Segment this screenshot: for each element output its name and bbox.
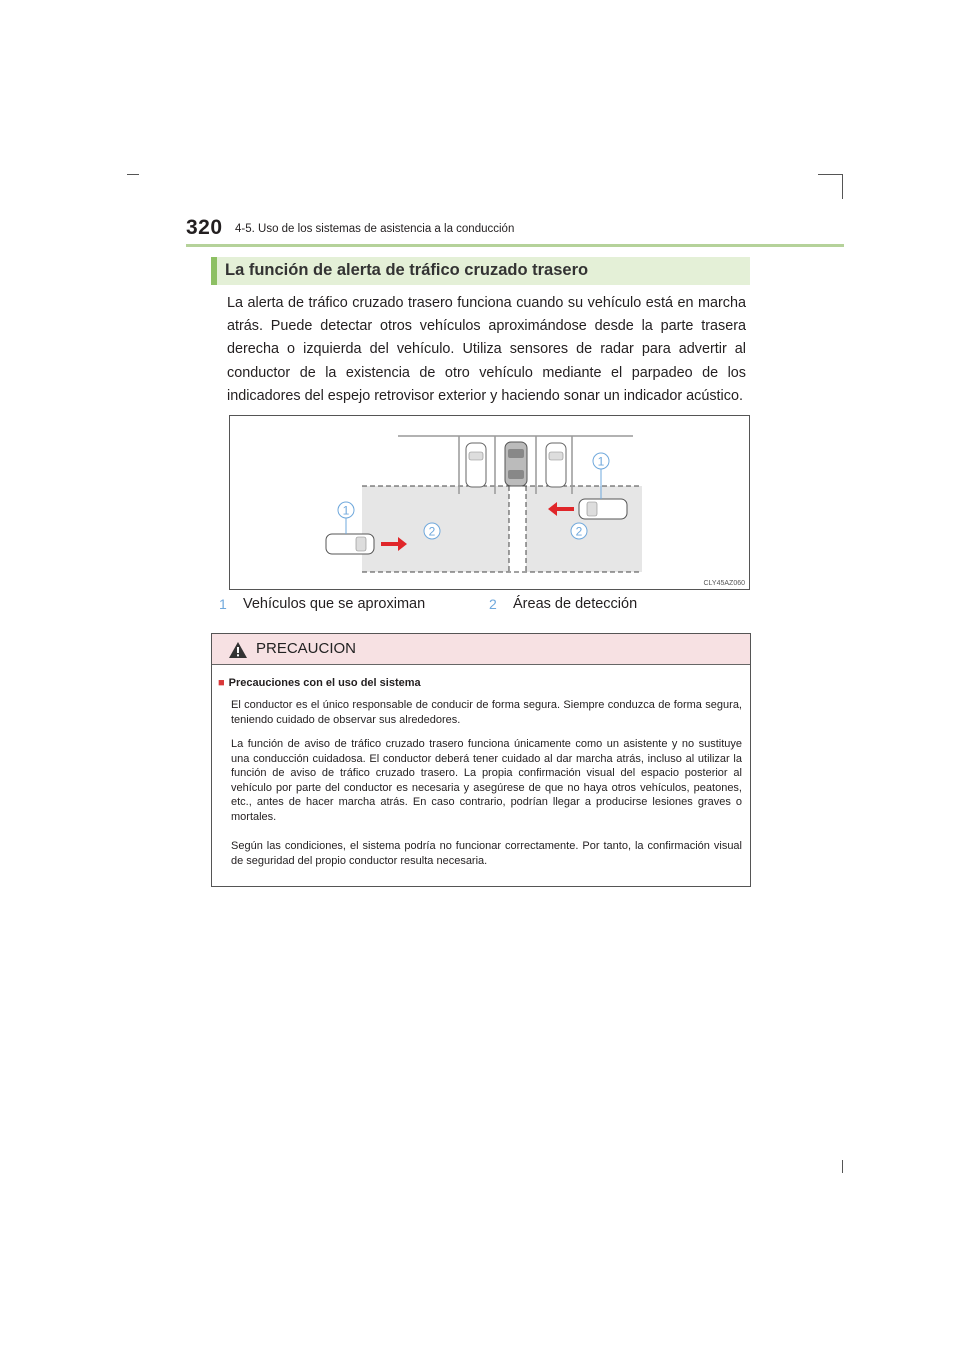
crop-mark xyxy=(818,174,843,175)
parked-car xyxy=(546,443,566,487)
svg-text:1: 1 xyxy=(597,454,605,469)
warning-triangle-icon xyxy=(229,642,247,658)
intro-paragraph: La alerta de tráfico cruzado trasero funciona cuando su vehículo está en marcha atrás. Puede detectar otros vehículos aproximándose desde la parte trasera derecha o izquierda del vehículo. Utiliza sensores de radar para advertir al conductor de la existencia de otro vehículo mediante el parpadeo de los indicadores del espejo retrovisor exterior y haciendo sonar un indicador acústico. xyxy=(227,295,746,404)
legend-item xyxy=(489,596,637,612)
header-rule xyxy=(186,244,844,247)
callout-1-left xyxy=(338,502,354,518)
crop-mark xyxy=(842,1160,843,1173)
caution-paragraph: El conductor es el único responsable de conducir de forma segura. Siempre conduzca de forma segura, teniendo cuidado de observar sus alrededores. xyxy=(231,699,742,726)
crop-mark xyxy=(842,174,843,199)
approaching-vehicle-left xyxy=(326,534,374,554)
caution-title: PRECAUCION xyxy=(256,640,357,657)
legend-number: 2 xyxy=(489,596,497,612)
svg-text:2: 2 xyxy=(428,524,436,539)
legend-label: Vehículos que se aproximan xyxy=(243,596,426,612)
callout-2-left xyxy=(424,523,440,539)
reversing-vehicle xyxy=(505,442,527,486)
caution-header xyxy=(212,634,750,665)
caution-paragraph: La función de aviso de tráfico cruzado trasero funciona únicamente como un asistente y no sustituye una conducción cuidadosa. El conductor deberá tener cuidado al dar marcha atrás, incluso al utilizar la función de aviso de tráfico cruzado trasero. La propia confirmación visual del espacio posterior al vehículo por parte del conductor es necesaria y asegúrese de que no haya otros vehículos, peatones, etc., antes de hacer marcha atrás. En caso contrario, podrían llegar a producirse lesiones graves o mortales. xyxy=(231,738,742,823)
legend-label: Áreas de detección xyxy=(513,596,638,612)
parking-diagram xyxy=(229,415,750,590)
section-heading-bar xyxy=(211,257,750,285)
parking-diagram-graphic xyxy=(230,416,749,589)
callout-1-right xyxy=(593,453,609,469)
crop-mark xyxy=(127,174,139,175)
caution-paragraph: Según las condiciones, el sistema podría no funcionar correctamente. Por tanto, la confirmación visual de seguridad del propio conductor resulta necesaria. xyxy=(231,840,742,867)
figure-code: CLY45AZ060 xyxy=(703,580,745,587)
approaching-vehicle-right xyxy=(579,499,627,519)
legend-number: 1 xyxy=(219,596,227,612)
legend-item xyxy=(219,596,425,612)
svg-text:2: 2 xyxy=(575,524,583,539)
page-number: 320 xyxy=(186,216,223,239)
square-bullet-icon: ■ xyxy=(218,677,225,689)
callout-2-right xyxy=(571,523,587,539)
svg-text:1: 1 xyxy=(342,503,350,518)
section-title: La función de alerta de tráfico cruzado trasero xyxy=(225,261,589,279)
caution-box xyxy=(211,633,751,887)
caution-subtitle-row xyxy=(218,677,421,689)
parked-car xyxy=(466,443,486,487)
caution-subtitle: Precauciones con el uso del sistema xyxy=(228,677,421,689)
chapter-title: 4-5. Uso de los sistemas de asistencia a la conducción xyxy=(235,223,515,235)
